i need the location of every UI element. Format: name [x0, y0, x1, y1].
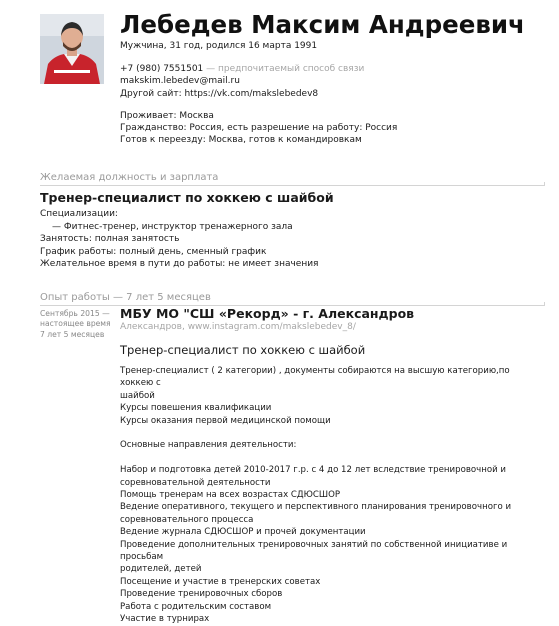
description-line: Посещение и участие в тренерских советах	[120, 576, 321, 587]
resume-header	[120, 10, 550, 146]
experience-position: Тренер-специалист по хоккею с шайбой	[120, 343, 366, 357]
desired-section-title: Желаемая должность и зарплата	[40, 172, 219, 183]
organization-location[interactable]: Александров, www.instagram.com/makslebedev_8/	[120, 322, 356, 332]
employment-type: Занятость: полная занятость	[40, 234, 180, 245]
period-end: настоящее время	[40, 319, 111, 329]
description-line: Курсы повешения квалификации	[120, 403, 272, 414]
description-line: Помощь тренерам на всех возрастах СДЮСШОР	[120, 490, 341, 501]
experience-entry	[120, 306, 525, 626]
experience-period	[40, 309, 118, 340]
description-line	[120, 427, 525, 439]
description-line: Ведение журнала СДЮСШОР и прочей документации	[120, 527, 366, 538]
relocation: Готов к переезду: Москва, готов к командировкам	[120, 135, 362, 146]
description-line: Набор и подготовка детей 2010-2017 г.р. с 4 до 12 лет вследствие тренировочной и	[120, 465, 507, 476]
candidate-name: Лебедев Максим Андреевич	[120, 10, 525, 39]
description-line: Работа с родительским составом	[120, 601, 272, 612]
description-line: родителей, детей	[120, 564, 202, 575]
description-line: Участие в турнирах	[120, 614, 210, 625]
description-line: соревновательной деятельности	[120, 477, 271, 488]
profile-photo	[40, 14, 104, 84]
description-line: шайбой	[120, 390, 155, 401]
contact-phone-line	[120, 63, 550, 75]
description-line: Основные направления деятельности:	[120, 440, 297, 451]
desired-details	[40, 208, 540, 271]
description-line: соревновательного процесса	[120, 514, 254, 525]
commute-time: Желательное время в пути до работы: не имеет значения	[40, 259, 319, 270]
description-line	[120, 452, 525, 464]
description-line: Проведение тренировочных сборов	[120, 589, 283, 600]
section-divider	[40, 185, 545, 186]
phone-note: — предпочитаемый способ связи	[203, 64, 365, 75]
experience-section-title: Опыт работы — 7 лет 5 месяцев	[40, 292, 211, 303]
experience-description	[120, 365, 525, 626]
description-line: Тренер-специалист ( 2 категории) , документы собираются на высшую категорию,по хоккею с	[120, 366, 510, 389]
organization-name: МБУ МО "СШ «Рекорд» - г. Александров	[120, 306, 415, 321]
specialization-item: — Фитнес-тренер, инструктор тренажерного зала	[52, 221, 293, 232]
email-link[interactable]: makskim.lebedev@mail.ru	[120, 76, 240, 87]
description-line: Ведение оперативного, текущего и перспективного планирования тренировочного и	[120, 502, 512, 513]
period-duration: 7 лет 5 месяцев	[40, 329, 105, 339]
phone-number[interactable]: +7 (980) 7551501	[120, 64, 204, 75]
description-line: Курсы оказания первой медицинской помощи	[120, 415, 331, 426]
work-schedule: График работы: полный день, сменный график	[40, 246, 267, 257]
other-site-link[interactable]: Другой сайт: https://vk.com/makslebedev8	[120, 88, 319, 99]
desired-position: Тренер-специалист по хоккею с шайбой	[40, 190, 334, 205]
candidate-summary: Мужчина, 31 год, родился 16 марта 1991	[120, 41, 318, 51]
citizenship: Гражданство: Россия, есть разрешение на работу: Россия	[120, 123, 398, 134]
description-line: Проведение дополнительных тренировочных занятий по собственной инициативе и просьбам	[120, 539, 508, 563]
period-start: Сентябрь 2015 —	[40, 309, 110, 318]
residence: Проживает: Москва	[120, 110, 214, 121]
person-avatar-icon	[40, 14, 104, 84]
specializations-label: Специализации:	[40, 209, 118, 219]
